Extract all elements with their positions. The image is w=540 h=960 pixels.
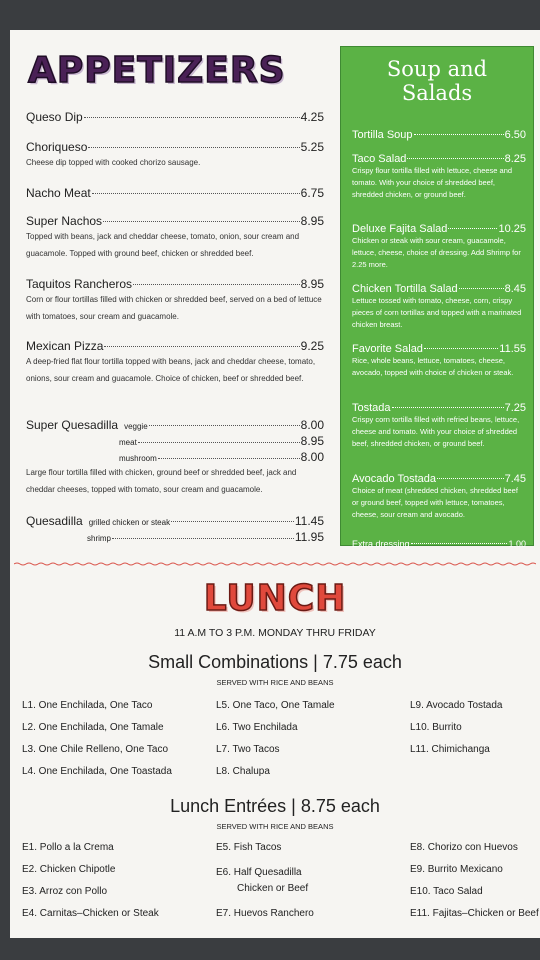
- appetizer-item: [26, 339, 324, 387]
- option-price: 8.00: [300, 450, 324, 464]
- appetizer-item: [26, 110, 324, 124]
- entree-item-detail: Chicken or Beef: [237, 883, 309, 894]
- soup-title: [341, 57, 533, 105]
- item-name: Queso Dip: [26, 110, 83, 124]
- item-description: Rice, whole beans, lettuce, tomatoes, cheese, avocado, topped with choice of chicken or steak.: [352, 356, 514, 377]
- option-label: mushroom: [119, 454, 157, 463]
- soup-and-salads-panel: [340, 46, 534, 549]
- item-price: 6.50: [504, 129, 526, 141]
- item-name: Super Nachos: [26, 214, 103, 228]
- item-description: Choice of meat (shredded chicken, shredded beef or ground beef, topped with lettuce, tomatoes, cheese, sour cream and avocado.: [352, 486, 518, 519]
- salad-item: [352, 153, 526, 201]
- quesadilla-item: [26, 514, 324, 544]
- item-description: Crispy flour tortilla filled with lettuce, cheese and tomato. With your choice of shredded beef, shredded chicken, or ground beef.: [352, 166, 513, 199]
- combo-item: L2. One Enchilada, One Tamale: [22, 722, 164, 733]
- appetizer-item: [26, 214, 324, 262]
- item-price: 4.25: [300, 110, 324, 124]
- combo-item: L8. Chalupa: [216, 766, 270, 777]
- option-label: grilled chicken or steak: [88, 518, 171, 527]
- item-description: A deep-fried flat flour tortilla topped with beans, jack and cheddar cheese, tomato, onions, sour cream and guacamole. Choice of chicken, beef or shredded beef.: [26, 357, 316, 383]
- item-description: Large flour tortilla filled with chicken, ground beef or shredded beef, jack and cheddar cheeses, topped with tomato, sour cream and guacamole.: [26, 468, 297, 494]
- salad-item: [352, 129, 526, 141]
- combo-item: L7. Two Tacos: [216, 744, 280, 755]
- appetizers-title: APPETIZERS: [28, 50, 286, 91]
- combo-item: L11. Chimichanga: [410, 744, 490, 755]
- item-name: Super Quesadilla: [26, 418, 119, 432]
- option-label: shrimp: [87, 534, 112, 543]
- appetizer-item: [26, 277, 324, 325]
- item-description: Corn or flour tortillas filled with chicken or shredded beef, served on a bed of lettuce with tomatoes, sour cream and guacamole.: [26, 295, 322, 321]
- item-description: Topped with beans, jack and cheddar cheese, tomato, onion, sour cream and guacamole. Topped with ground beef, chicken or shredded beef.: [26, 232, 300, 258]
- item-name: Quesadilla: [26, 514, 83, 528]
- item-price: 8.25: [504, 153, 526, 165]
- item-name: Avocado Tostada: [352, 473, 436, 485]
- entree-item: E3. Arroz con Pollo: [22, 886, 108, 897]
- entree-item: E9. Burrito Mexicano: [410, 864, 503, 875]
- entree-item: E2. Chicken Chipotle: [22, 864, 116, 875]
- menu-page: [10, 30, 540, 938]
- wavy-divider: [14, 561, 536, 567]
- combo-item: L3. One Chile Relleno, One Taco: [22, 744, 169, 755]
- item-price: 8.95: [300, 277, 324, 291]
- item-name: Nacho Meat: [26, 186, 91, 200]
- item-description: Crispy corn tortilla filled with refried beans, lettuce, cheese and tomato. With your choice of shredded beef, shredded chicken, or ground beef.: [352, 415, 520, 448]
- salad-item: [352, 223, 526, 271]
- combo-item: L1. One Enchilada, One Taco: [22, 700, 153, 711]
- lunch-hours: 11 A.M TO 3 P.M. MONDAY THRU FRIDAY: [174, 627, 376, 639]
- entree-item: E11. Fajitas–Chicken or Beef: [410, 908, 539, 919]
- small-combinations-heading: Small Combinations | 7.75 each: [148, 652, 402, 672]
- item-price: 9.25: [300, 339, 324, 353]
- option-price: 8.95: [300, 434, 324, 448]
- option-price: 11.95: [294, 530, 324, 544]
- lunch-entrees-heading: Lunch Entrées | 8.75 each: [170, 796, 380, 816]
- entree-item: E5. Fish Tacos: [216, 842, 282, 853]
- item-name: Choriqueso: [26, 140, 88, 154]
- combo-item: L4. One Enchilada, One Toastada: [22, 766, 172, 777]
- option-price: 11.45: [294, 514, 324, 528]
- salad-item: [352, 343, 526, 379]
- item-price: 10.25: [498, 223, 526, 235]
- item-price: 1.00: [508, 539, 526, 549]
- item-name: Favorite Salad: [352, 343, 423, 355]
- entree-item: E6. Half Quesadilla: [216, 867, 302, 878]
- item-description: Cheese dip topped with cooked chorizo sausage.: [26, 158, 201, 167]
- salad-item: [352, 283, 526, 331]
- combo-item: L10. Burrito: [410, 722, 462, 733]
- entree-item: E7. Huevos Ranchero: [216, 908, 314, 919]
- item-price: 6.75: [300, 186, 324, 200]
- item-price: 7.45: [504, 473, 526, 485]
- item-description: Chicken or steak with sour cream, guacamole, lettuce, cheese, choice of dressing. Add Shrimp for 2.25 more.: [352, 236, 521, 269]
- item-name: Tortilla Soup: [352, 129, 413, 141]
- entree-item: E1. Pollo a la Crema: [22, 842, 114, 853]
- item-name: Mexican Pizza: [26, 339, 104, 353]
- item-price: 8.95: [300, 214, 324, 228]
- soup-title-line1: Soup and: [386, 57, 488, 81]
- item-price: 11.55: [499, 343, 526, 355]
- salad-item: [352, 473, 526, 521]
- combo-item: L6. Two Enchilada: [216, 722, 298, 733]
- option-label: meat: [119, 438, 137, 447]
- item-name: Deluxe Fajita Salad: [352, 223, 448, 235]
- entrees-served-note: SERVED WITH RICE AND BEANS: [216, 822, 334, 831]
- item-name: Extra dressing: [352, 539, 410, 549]
- item-price: 7.25: [504, 402, 526, 414]
- item-name: Tostada: [352, 402, 391, 414]
- item-name: Taco Salad: [352, 153, 407, 165]
- item-description: Lettuce tossed with tomato, cheese, corn, crispy pieces of corn tortillas and topped with a marinated chicken breast.: [352, 296, 522, 329]
- combo-item: L5. One Taco, One Tamale: [216, 700, 335, 711]
- entree-item: E4. Carnitas–Chicken or Steak: [22, 908, 159, 919]
- super-quesadilla-item: [26, 418, 324, 498]
- option-label: veggie: [124, 422, 148, 431]
- salad-item: [352, 402, 526, 450]
- item-price: 8.45: [504, 283, 526, 295]
- lunch-title: LUNCH: [203, 578, 347, 619]
- item-price: 5.25: [300, 140, 324, 154]
- appetizer-item: [26, 186, 324, 200]
- small-served-note: SERVED WITH RICE AND BEANS: [216, 678, 334, 687]
- extra-dressing-item: [352, 539, 526, 549]
- item-name: Chicken Tortilla Salad: [352, 283, 458, 295]
- entree-item: E8. Chorizo con Huevos: [410, 842, 518, 853]
- item-name: Taquitos Rancheros: [26, 277, 133, 291]
- entree-item: E10. Taco Salad: [410, 886, 483, 897]
- appetizer-item: [26, 140, 324, 171]
- soup-title-line2: Salads: [401, 81, 473, 105]
- combo-item: L9. Avocado Tostada: [410, 700, 503, 711]
- option-price: 8.00: [300, 418, 324, 432]
